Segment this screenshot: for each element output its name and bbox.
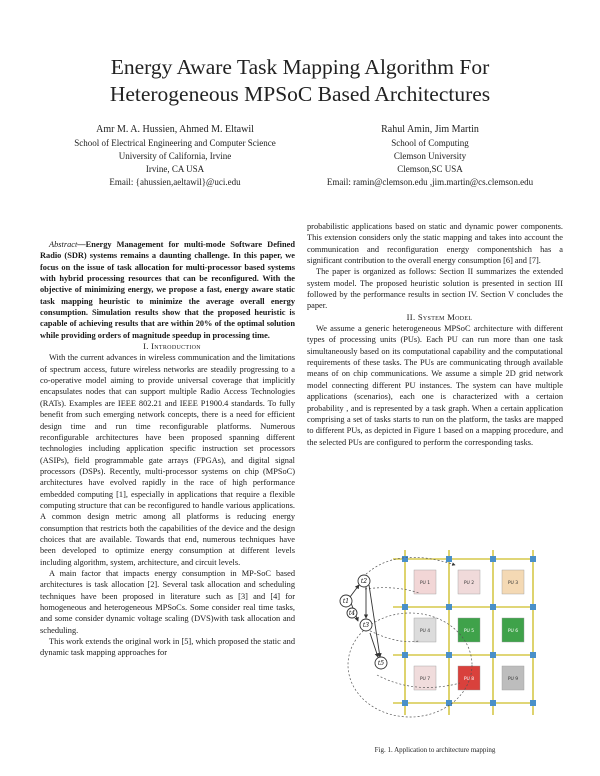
paragraph: A main factor that impacts energy consumption in MP-SoC based architectures is task allocation [2]. Several task allocation and scheduling techniques have been proposed in literature such as [3] and [4] for homogeneous and heterogeneous MPSoCs. Some consider real time tasks, and some consider dynamic voltage scaling (DVS)with task allocation and scheduling. bbox=[40, 568, 295, 635]
figure-mapping-diagram bbox=[335, 545, 545, 745]
mapping-diagram-svg bbox=[335, 545, 545, 745]
author-block-right bbox=[305, 123, 555, 189]
task-label: t5 bbox=[377, 660, 385, 667]
author-univ: University of California, Irvine bbox=[118, 151, 232, 161]
paragraph: probabilistic applications based on static and dynamic power components. This extension considers only the static mapping and takes into account the communication and reconfiguration energy componentshich has a significant contribution to the overall energy consumption [6] and [7]. bbox=[307, 222, 563, 266]
pu-label: PU 9 bbox=[507, 677, 519, 682]
pu-label: PU 4 bbox=[419, 629, 431, 634]
pu-label: PU 6 bbox=[507, 629, 519, 634]
pu-label: PU 7 bbox=[419, 677, 431, 682]
paragraph: This work extends the original work in [5], which proposed the static and dynamic task mapping approaches for bbox=[40, 637, 295, 658]
author-block-left bbox=[40, 123, 310, 189]
author-names: Amr M. A. Hussien, Ahmed M. Eltawil bbox=[96, 124, 254, 135]
author-dept: School of Electrical Engineering and Computer Science bbox=[74, 138, 276, 148]
section-heading-intro: I. Introduction bbox=[143, 341, 201, 352]
author-email: Email: ramin@clemson.edu ,jim.martin@cs.clemson.edu bbox=[326, 177, 534, 187]
section-heading-system-model: II. System Model bbox=[406, 311, 473, 322]
pu-grid bbox=[414, 570, 524, 690]
pu-label: PU 3 bbox=[507, 581, 519, 586]
paragraph: We assume a generic heterogeneous MPSoC architecture with different types of processing units (PUs). Each PU can run more than one task simultaneously based on its computational capability and the computational requirements of these tasks. The PUs are communicating through available means of on chip communications. We assume a simple 2D grid network model connecting different PU instances. The system can have multiple applications (scenarios), each one is characterized with a certaion probability , and is represented by a task graph. When a certain application comprising a set of tasks starts to run on the platform, the tasks are mapped to different PUs, as depicted in Figure 1 based on a mapping procedure, and the selected PUs are configured to perform the corresponding tasks. bbox=[307, 324, 563, 447]
abstract-label: Abstract bbox=[49, 240, 78, 249]
author-email: Email: {ahussien,aeltawil}@uci.edu bbox=[109, 177, 241, 187]
abstract-text: —Energy Management for multi-mode Software Defined Radio (SDR) systems remains a daunting challenge. In this paper, we focus on the issue of task allocation for multi-processor based systems with hybrid processing resources that can be reconfigured. With the objective of minimizing energy, we propose a fast, energy aware static task mapping heuristic to minimize the average overall energy consumption. Simulation results show that the proposed heuristic is capable of achieving results that are within 20% of the optimal solution while providing orders of magnitude speedup in processing time. bbox=[40, 240, 295, 340]
pu-label: PU 2 bbox=[463, 581, 475, 586]
pu-label: PU 1 bbox=[419, 581, 431, 586]
task-label: t3 bbox=[362, 622, 370, 629]
title-line-2: Heterogeneous MPSoC Based Architectures bbox=[109, 82, 491, 106]
paper-title bbox=[0, 54, 600, 108]
title-line-1: Energy Aware Task Mapping Algorithm For bbox=[110, 55, 490, 79]
right-column bbox=[307, 221, 563, 448]
task-label: t2 bbox=[360, 578, 368, 585]
abstract bbox=[40, 239, 295, 341]
paragraph: With the current advances in wireless communication and the limitations of spectrum access, future wireless networks are steadily progressing to a co-operative model aiming to provide universal coverage that implicitly encapsulates nodes that can support multiple Radio Access Technologies (RATs). Examples are IEEE 802.21 and IEEE P1900.4 standards. To fully benefit from such emerging network concepts, there is a need for efficient design time and run time reconfigurable platforms. Numerous reconfigurable architectures have been proposed spanning different technologies including application specific instruction set processors (ASIPs), field programmable gate arrays (FPGAs), and digital signal processors (DSPs). Recently, multi-processor systems on chip (MPSoC) architectures have evolved rapidly in the race of high performance embedded computing [1], especially in applications that require a flexible computing structure that can be reconfigured to handle various applications. A common design metric among all platforms is reducing energy consumption that restricts both the capabilities of the device and the design choices that are available. Towards that end, numerous techniques have been developed to optimize energy consumption at different levels including algorithm, system, architecture, and circuit levels. bbox=[40, 353, 295, 567]
left-column bbox=[40, 239, 295, 659]
author-city: Irvine, CA USA bbox=[145, 164, 205, 174]
author-city: Clemson,SC USA bbox=[397, 164, 463, 174]
author-names: Rahul Amin, Jim Martin bbox=[381, 124, 479, 135]
author-dept: School of Computing bbox=[391, 138, 469, 148]
paragraph: The paper is organized as follows: Section II summarizes the extended system model. The proposed heuristic solution is presented in section III followed by the performance results in section IV. Section V concludes the paper. bbox=[307, 267, 563, 311]
pu-label: PU 8 bbox=[463, 677, 475, 682]
figure-caption: Fig. 1. Application to architecture mapping bbox=[374, 746, 496, 754]
pu-label: PU 5 bbox=[463, 629, 475, 634]
task-label: t4 bbox=[348, 610, 356, 617]
author-univ: Clemson University bbox=[393, 151, 467, 161]
task-label: t1 bbox=[342, 598, 350, 605]
